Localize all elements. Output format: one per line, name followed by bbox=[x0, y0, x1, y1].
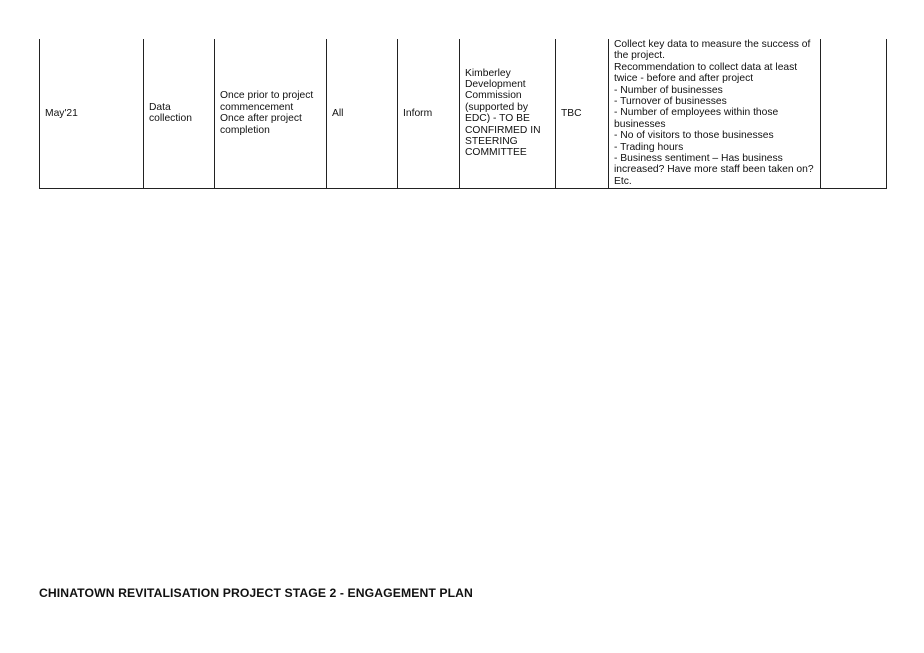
date-cell: May'21 bbox=[40, 39, 144, 188]
responsible-cell: Kimberley Development Commission (supported by EDC) - TO BE CONFIRMED IN STEERING COMMITTEE bbox=[460, 39, 556, 188]
notes-cell: Collect key data to measure the success of the project. Recommendation to collect data at least twice - before and after project - Number of businesses - Turnover of businesses - Number of employees within those businesses - No of visitors to those businesses - Trading hours - Business sentiment – Has business increased? Have more staff been taken on? Etc. bbox=[609, 39, 821, 188]
timing-cell: Once prior to project commencement Once after project completion bbox=[215, 39, 327, 188]
document-footer-title: CHINATOWN REVITALISATION PROJECT STAGE 2 - ENGAGEMENT PLAN bbox=[39, 586, 473, 600]
stakeholders-cell: All bbox=[327, 39, 398, 188]
cost-cell: TBC bbox=[556, 39, 609, 188]
table-row bbox=[40, 39, 887, 188]
engagement-level-cell: Inform bbox=[398, 39, 460, 188]
activity-cell: Data collection bbox=[144, 39, 215, 188]
empty-cell bbox=[821, 39, 887, 188]
engagement-plan-table bbox=[39, 39, 887, 189]
